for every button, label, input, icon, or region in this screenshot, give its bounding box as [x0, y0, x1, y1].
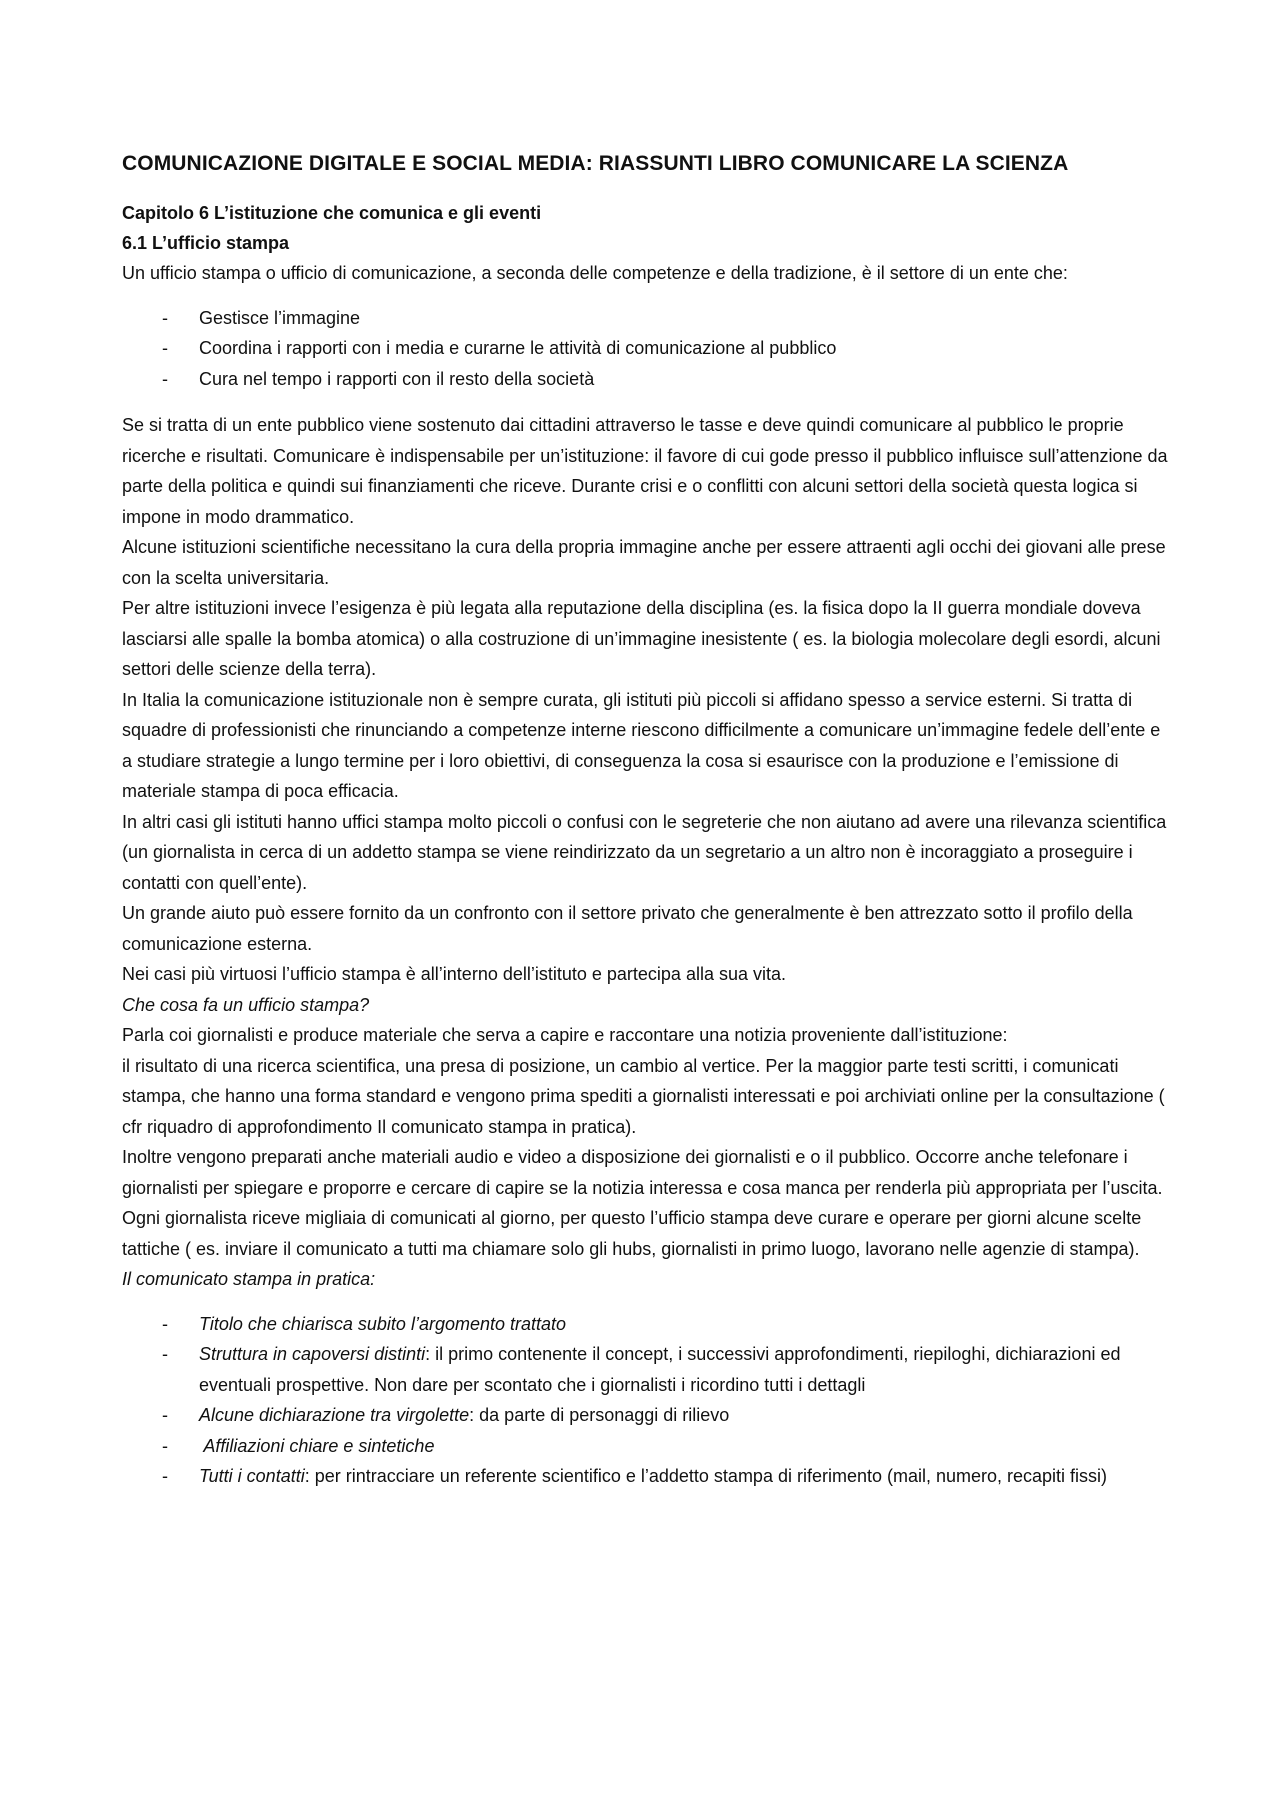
- question-heading-text: Che cosa fa un ufficio stampa?: [122, 994, 370, 1015]
- press-release-list: [122, 1309, 1172, 1492]
- document-page: [122, 152, 1172, 1508]
- list-item-italic: Alcune dichiarazione tra virgolette: [199, 1405, 470, 1425]
- body-paragraph: In Italia la comunicazione istituzionale non è sempre curata, gli istituti più piccoli si affidano spesso a service esterni. Si tratta di squadre di professionisti che rinunciando a competenze interne riescono difficilmente a comunicare un’immagine fedele dell’ente e a studiare strategie a lungo termine per i loro obiettivi, di conseguenza la cosa si esaurisce con la produzione e l’emissione di materiale stampa di poca efficacia.: [122, 689, 1161, 801]
- body-paragraph: il risultato di una ricerca scientifica, una presa di posizione, un cambio al vertice. Per la maggior parte testi scritti, i comunicati stampa, che hanno una forma standard e vengono prima spediti a giornalisti interessati e poi archiviati online per la consultazione ( cfr riquadro di approfondimento Il comunicato stampa in pratica).: [122, 1055, 1165, 1137]
- press-release-heading-text: Il comunicato stampa in pratica:: [122, 1269, 376, 1289]
- document-title: COMUNICAZIONE DIGITALE E SOCIAL MEDIA: RIASSUNTI LIBRO COMUNICARE LA SCIENZA: [122, 152, 1069, 175]
- body-paragraph: Parla coi giornalisti e produce materiale che serva a capire e raccontare una notizia proveniente dall’istituzione:: [122, 1025, 1008, 1045]
- press-release-heading: [122, 1264, 1172, 1295]
- list-item: - Cura nel tempo i rapporti con il resto della società: [122, 364, 1172, 395]
- body-paragraph: In altri casi gli istituti hanno uffici stampa molto piccoli o confusi con le segreterie che non aiutano ad avere una rilevanza scientifica (un giornalista in cerca di un addetto stampa se viene reindirizzato da un segretario a un altro non è incoraggiato a proseguire i contatti con quell’ente).: [122, 811, 1167, 893]
- list-item: [122, 1339, 1172, 1400]
- list-item-text: : per rintracciare un referente scientifico e l’addetto stampa di riferimento (mail, numero, recapiti fissi): [304, 1466, 1108, 1486]
- section-heading: 6.1 L’ufficio stampa: [122, 233, 290, 253]
- list-item: [122, 1461, 1172, 1492]
- list-item-italic: Tutti i contatti: [199, 1466, 305, 1486]
- list-item-italic: Titolo che chiarisca subito l’argomento trattato: [199, 1313, 567, 1334]
- list-item: - Gestisce l’immagine: [122, 303, 1172, 334]
- list-item: [122, 1431, 1172, 1462]
- body-paragraph: Se si tratta di un ente pubblico viene sostenuto dai cittadini attraverso le tasse e deve quindi comunicare al pubblico le proprie ricerche e risultati. Comunicare è indispensabile per un’istituzione: il favore di cui gode presso il pubblico influisce sull’attenzione da parte della politica e quindi sui finanziamenti che riceve. Durante crisi e o conflitti con alcuni settori della società questa logica si impone in modo drammatico.: [122, 415, 1168, 527]
- list-item: [122, 1309, 1172, 1340]
- body-paragraph: Nei casi più virtuosi l’ufficio stampa è all’interno dell’istituto e partecipa alla sua vita.: [122, 964, 786, 984]
- list-item-text: : il primo contenente il concept, i successivi approfondimenti, riepiloghi, dichiarazioni ed eventuali prospettive. Non dare per scontato che i giornalisti i ricordino tutti i dettagli: [199, 1344, 1121, 1395]
- list-item-italic: Affiliazioni chiare e sintetiche: [199, 1435, 435, 1456]
- list-item-text: : da parte di personaggi di rilievo: [469, 1405, 730, 1425]
- list-item: [122, 1400, 1172, 1431]
- intro-paragraph: Un ufficio stampa o ufficio di comunicazione, a seconda delle competenze e della tradizione, è il settore di un ente che:: [122, 263, 1068, 283]
- chapter-heading: Capitolo 6 L’istituzione che comunica e gli eventi: [122, 203, 542, 223]
- list-item: - Coordina i rapporti con i media e curarne le attività di comunicazione al pubblico: [122, 333, 1172, 364]
- list-item-italic: Struttura in capoversi distinti: [199, 1344, 426, 1364]
- body-paragraph: Per altre istituzioni invece l’esigenza è più legata alla reputazione della disciplina (es. la fisica dopo la II guerra mondiale doveva lasciarsi alle spalle la bomba atomica) o alla costruzione di un’immagine inesistente ( es. la biologia molecolare degli esordi, alcuni settori delle scienze della terra).: [122, 598, 1161, 679]
- question-heading: [122, 990, 1172, 1021]
- body-paragraph: Alcune istituzioni scientifiche necessitano la cura della propria immagine anche per essere attraenti agli occhi dei giovani alle prese con la scelta universitaria.: [122, 537, 1166, 588]
- body-paragraph: Inoltre vengono preparati anche materiali audio e video a disposizione dei giornalisti e o il pubblico. Occorre anche telefonare i giornalisti per spiegare e proporre e cercare di capire se la notizia interessa e cosa manca per renderla più appropriata per l’uscita. Ogni giornalista riceve migliaia di comunicati al giorno, per questo l’ufficio stampa deve curare e operare per giorni alcune scelte tattiche ( es. inviare il comunicato a tutti ma chiamare solo gli hubs, giornalisti in primo luogo, lavorano nelle agenzie di stampa).: [122, 1147, 1163, 1259]
- intro-list: [122, 303, 1172, 395]
- body-paragraph: Un grande aiuto può essere fornito da un confronto con il settore privato che generalmente è ben attrezzato sotto il profilo della comunicazione esterna.: [122, 903, 1133, 954]
